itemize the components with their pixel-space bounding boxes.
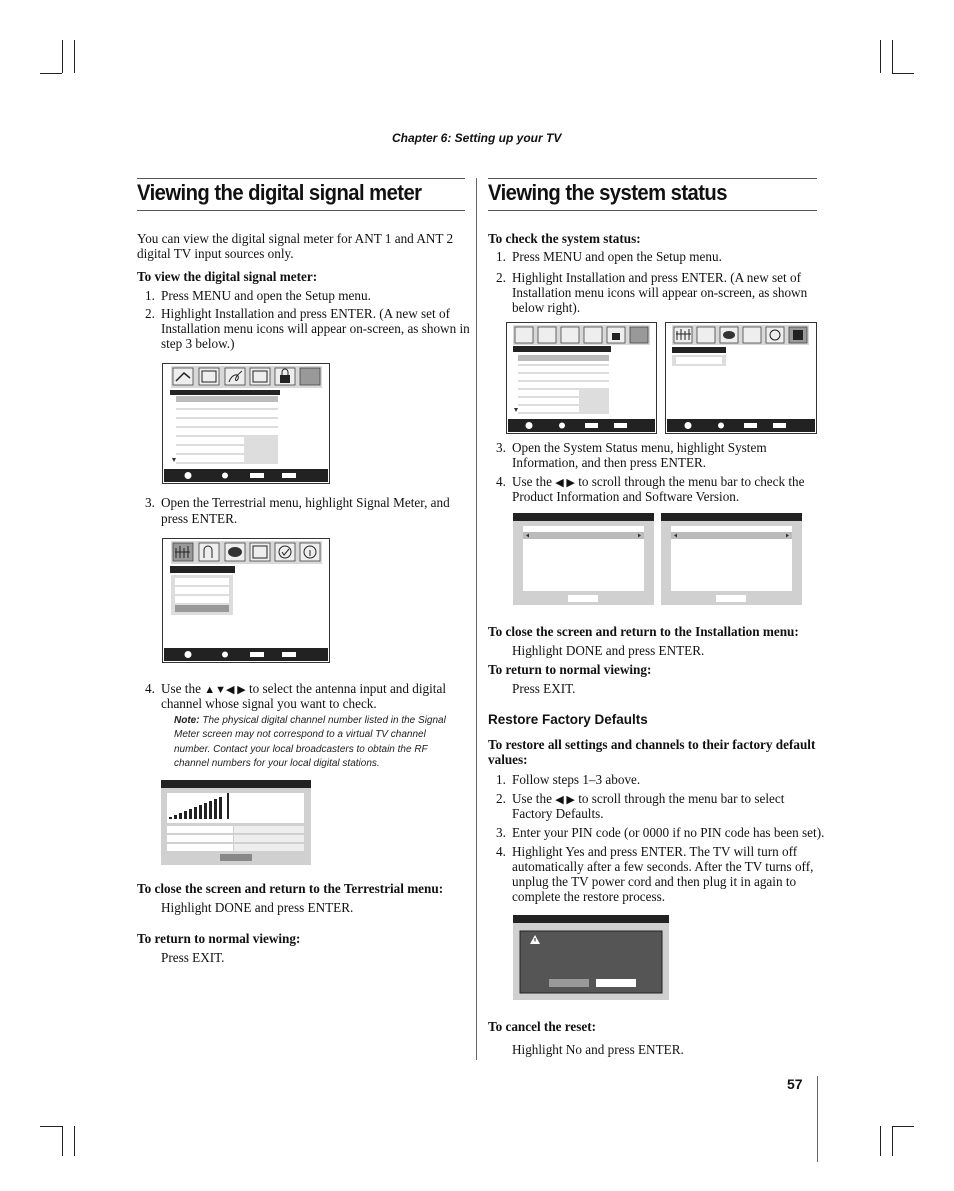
page-number: 57 (787, 1076, 803, 1092)
restore-step4-line: complete the restore process. (512, 889, 666, 904)
note-line: number. Contact your local broadcasters to obtain the RF (174, 744, 428, 755)
step4-text: to scroll through the menu bar to check the (578, 474, 805, 489)
right-close-head: To close the screen and return to the Installation menu: (488, 624, 799, 639)
cancel-text: Highlight No and press ENTER. (512, 1042, 684, 1057)
right-step4-line: Product Information and Software Version. (512, 489, 740, 504)
right-close-text: Highlight DONE and press ENTER. (512, 643, 705, 658)
restore-step2-text: to scroll through the menu bar to select (578, 791, 785, 806)
factory-defaults-screenshot (513, 915, 669, 1000)
step-number: 3. (145, 495, 155, 510)
right-step2-line: Highlight Installation and press ENTER. (A new set of (512, 270, 801, 285)
chapter-header: Chapter 6: Setting up your TV (392, 131, 562, 145)
intro-line: digital TV input sources only. (137, 246, 294, 261)
restore-head-line: To restore all settings and channels to their factory default (488, 737, 816, 752)
note-line: Meter screen may not correspond to a virtual TV channel (174, 729, 426, 740)
signal-meter-screenshot (161, 780, 311, 865)
crop-mark (892, 73, 914, 74)
installation-menu-screenshot-right (665, 322, 817, 434)
arrow-keys-icon: ▲▼◀ ▶ (204, 684, 246, 696)
step-number: 2. (496, 791, 506, 806)
step4-text: to select the antenna input and digital (248, 681, 446, 696)
software-version-screenshot (661, 513, 802, 605)
step-number: 2. (145, 306, 155, 321)
installation-menu-screenshot (162, 538, 330, 663)
crop-mark (892, 1126, 893, 1156)
restore-step4-line: unplug the TV power cord and then plug it in again to (512, 874, 797, 889)
step4-text: Use the (512, 474, 552, 489)
left-section-title: Viewing the digital signal meter (137, 180, 422, 205)
arrow-keys-icon: ◀ ▶ (555, 477, 575, 489)
step-number: 1. (145, 288, 155, 303)
note-text: The physical digital channel number listed in the Signal (202, 715, 446, 726)
crop-mark (62, 1126, 63, 1156)
left-title-rule (137, 210, 465, 211)
step-number: 3. (496, 440, 506, 455)
left-step4-line: channel whose signal you want to check. (161, 696, 377, 711)
product-information-screenshot (513, 513, 654, 605)
right-step2-line: below right). (512, 300, 581, 315)
note-line (174, 714, 446, 729)
right-subhead: To check the system status: (488, 231, 641, 246)
crop-mark (40, 1126, 62, 1127)
restore-head-line: values: (488, 752, 528, 767)
restore-step2-text: Use the (512, 791, 552, 806)
setup-menu-screenshot-right (506, 322, 657, 434)
step4-text: Use the (161, 681, 201, 696)
right-normal-head: To return to normal viewing: (488, 662, 652, 677)
setup-menu-screenshot (162, 363, 330, 484)
left-top-rule (137, 178, 465, 179)
restore-step4-line: Highlight Yes and press ENTER. The TV will turn off (512, 844, 798, 859)
note-line: channel numbers for your local digital stations. (174, 758, 380, 769)
step-number: 4. (145, 681, 155, 696)
left-step1: Press MENU and open the Setup menu. (161, 288, 371, 303)
left-step2-line: Highlight Installation and press ENTER. (A new set of (161, 306, 450, 321)
crop-mark (40, 73, 62, 74)
note-label: Note: (174, 715, 200, 726)
right-step1: Press MENU and open the Setup menu. (512, 249, 722, 264)
right-normal-text: Press EXIT. (512, 681, 576, 696)
crop-mark (62, 40, 63, 73)
page-number-rule (817, 1076, 818, 1162)
left-normal-head: To return to normal viewing: (137, 931, 301, 946)
right-step3-line: Information, and then press ENTER. (512, 455, 707, 470)
step-number: 4. (496, 844, 506, 859)
left-step3-line: press ENTER. (161, 511, 238, 526)
intro-line: You can view the digital signal meter for ANT 1 and ANT 2 (137, 231, 454, 246)
step-number: 4. (496, 474, 506, 489)
crop-mark (892, 40, 893, 73)
arrow-keys-icon: ◀ ▶ (555, 794, 575, 806)
crop-mark (880, 40, 881, 73)
right-step3-line: Open the System Status menu, highlight System (512, 440, 767, 455)
restore-step4-line: automatically after a few seconds. After the TV turns off, (512, 859, 814, 874)
restore-title: Restore Factory Defaults (488, 712, 648, 727)
crop-mark (880, 1126, 881, 1156)
step-number: 2. (496, 270, 506, 285)
left-close-text: Highlight DONE and press ENTER. (161, 900, 354, 915)
step-number: 3. (496, 825, 506, 840)
restore-step3: Enter your PIN code (or 0000 if no PIN code has been set). (512, 825, 825, 840)
right-section-title: Viewing the system status (488, 180, 727, 205)
crop-mark (74, 1126, 75, 1156)
restore-step2-line: Factory Defaults. (512, 806, 604, 821)
left-subhead: To view the digital signal meter: (137, 269, 318, 284)
left-normal-text: Press EXIT. (161, 950, 225, 965)
left-step2-line: step 3 below.) (161, 336, 235, 351)
left-close-head: To close the screen and return to the Terrestrial menu: (137, 881, 444, 896)
right-step2-line: Installation menu icons will appear on-screen, as shown (512, 285, 808, 300)
right-top-rule (488, 178, 817, 179)
left-step3-line: Open the Terrestrial menu, highlight Signal Meter, and (161, 495, 450, 510)
right-title-rule (488, 210, 817, 211)
left-step2-line: Installation menu icons will appear on-screen, as shown in (161, 321, 470, 336)
restore-step1: Follow steps 1–3 above. (512, 772, 641, 787)
crop-mark (892, 1126, 914, 1127)
step-number: 1. (496, 772, 506, 787)
crop-mark (74, 40, 75, 73)
cancel-head: To cancel the reset: (488, 1019, 597, 1034)
step-number: 1. (496, 249, 506, 264)
column-divider (476, 178, 477, 1060)
